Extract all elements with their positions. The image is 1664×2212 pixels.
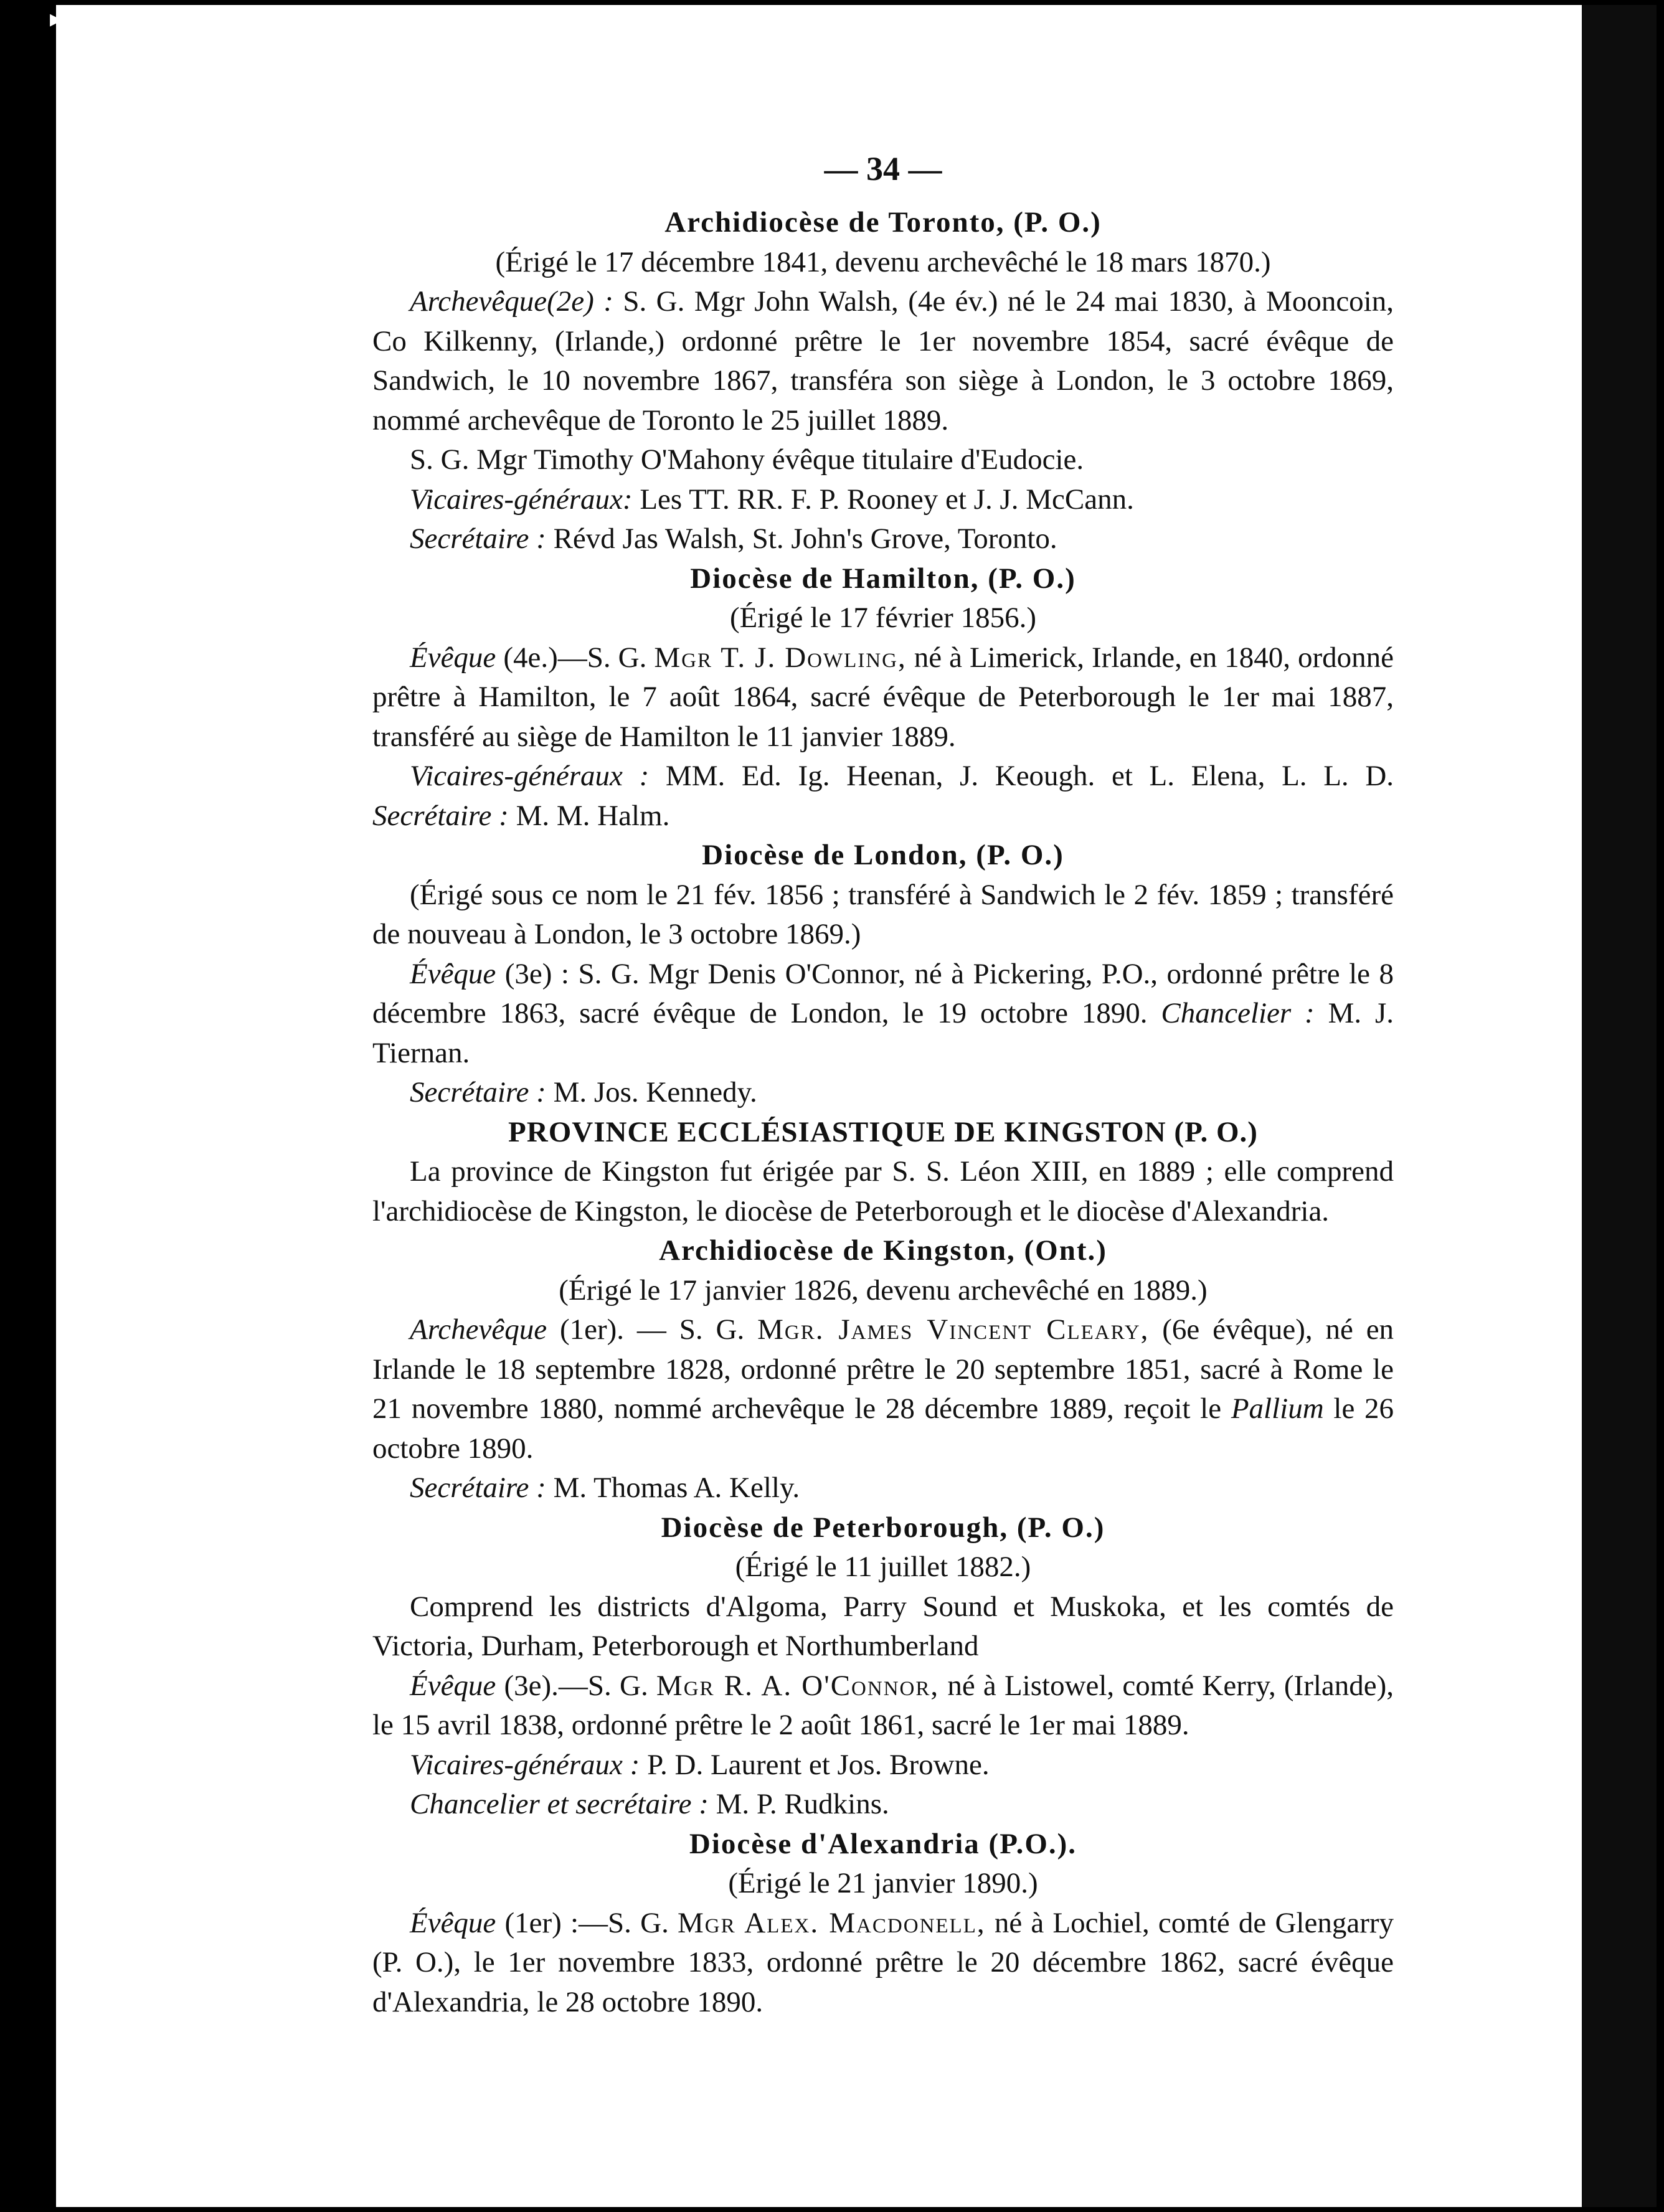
peterborough-eveque-name: Mgr R. A. O'Connor,	[656, 1669, 940, 1702]
peterborough-vicaires-label: Vicaires-généraux :	[410, 1748, 640, 1781]
kingston-archeveque	[372, 1310, 1394, 1468]
peterborough-eveque-text: né à Listowel, comté Kerry, (Irlande), le 15 avril 1838, ordonné prêtre le 2 août 1861, sacré le 1er mai 1889.	[372, 1669, 1394, 1741]
toronto-archeveque	[372, 282, 1394, 440]
london-chancelier-text: M. J. Tiernan.	[372, 997, 1394, 1069]
hamilton-vicaires	[372, 757, 1394, 836]
alexandria-erection: (Érigé le 21 janvier 1890.)	[728, 1867, 1038, 1899]
page-number: — 34 —	[824, 150, 942, 187]
kingston-archeveque-label: Archevêque	[410, 1313, 547, 1346]
kingston-secretaire	[372, 1468, 1394, 1508]
london-eveque-text: S. G. Mgr Denis O'Connor, né à Pickering, P.O., ordonné prêtre le 8 décembre 1863, sacré évêque de London, le 19 octobre 1890.	[372, 957, 1394, 1029]
alexandria-eveque-label: Évêque	[410, 1906, 496, 1939]
toronto-archeveque-label: Archevêque	[410, 285, 547, 318]
toronto-secretaire	[372, 519, 1394, 559]
scan-corner-mark: ▸	[50, 4, 63, 32]
kingston-archeveque-rank: (1er).	[559, 1313, 625, 1346]
peterborough-territoire: Comprend les districts d'Algoma, Parry Sound et Muskoka, et les comtés de Victoria, Durham, Peterborough et Northumberland	[372, 1590, 1394, 1662]
kingston-province-text: La province de Kingston fut érigée par S. S. Léon XIII, en 1889 ; elle comprend l'archidiocèse de Kingston, le diocèse de Peterborough et le diocèse d'Alexandria.	[372, 1155, 1394, 1227]
kingston-archeveque-name: Mgr. James Vincent Cleary,	[757, 1313, 1150, 1346]
hamilton-heading: Diocèse de Hamilton, (P. O.)	[690, 562, 1076, 595]
text-column	[372, 135, 1394, 2022]
peterborough-eveque-rank: (3e).	[504, 1669, 559, 1702]
kingston-erection: (Érigé le 17 janvier 1826, devenu archevêché en 1889.)	[559, 1274, 1208, 1307]
toronto-vicaires-label: Vicaires-généraux:	[410, 483, 633, 516]
alexandria-eveque-name: Mgr Alex. Macdonell,	[678, 1906, 986, 1939]
toronto-heading: Archidiocèse de Toronto, (P. O.)	[664, 206, 1102, 239]
london-erection: (Érigé sous ce nom le 21 fév. 1856 ; transféré à Sandwich le 2 fév. 1859 ; transféré de nouveau à London, le 3 octobre 1869.)	[372, 878, 1394, 950]
peterborough-chancelier-text: M. P. Rudkins.	[716, 1788, 889, 1820]
peterborough-eveque-label: Évêque	[410, 1669, 496, 1702]
scanned-page	[56, 5, 1557, 2207]
hamilton-secretaire-text: M. M. Halm.	[516, 799, 670, 832]
facing-page-edge	[1582, 5, 1657, 2207]
hamilton-vicaires-label: Vicaires-généraux :	[410, 760, 650, 792]
london-secretaire-label: Secrétaire :	[410, 1076, 546, 1108]
kingston-secretaire-label: Secrétaire :	[410, 1472, 546, 1504]
peterborough-erection: (Érigé le 11 juillet 1882.)	[735, 1551, 1031, 1583]
peterborough-vicaires-text: P. D. Laurent et Jos. Browne.	[647, 1748, 990, 1781]
london-secretaire-text: M. Jos. Kennedy.	[553, 1076, 757, 1108]
alexandria-eveque	[372, 1904, 1394, 2023]
hamilton-secretaire-label: Secrétaire :	[372, 799, 509, 832]
kingston-archeveque-pre: — S. G.	[636, 1313, 745, 1346]
kingston-archeveque-text: (6e évêque), né en Irlande le 18 septembre 1828, ordonné prêtre le 20 septembre 1851, sacré à Rome le 21 novembre 1880, nommé archevêque le 28 décembre 1889, reçoit le	[372, 1313, 1394, 1425]
kingston-pallium: Pallium	[1231, 1392, 1324, 1425]
kingston-secretaire-text: M. Thomas A. Kelly.	[553, 1472, 800, 1504]
toronto-vicaires-text: Les TT. RR. F. P. Rooney et J. J. McCann.	[640, 483, 1134, 516]
london-heading: Diocèse de London, (P. O.)	[702, 839, 1064, 871]
alexandria-eveque-pre: —S. G.	[579, 1906, 669, 1939]
london-chancelier-label: Chancelier :	[1161, 997, 1315, 1029]
london-secretaire	[372, 1073, 1394, 1113]
kingston-archeveque-text-end: le 26 octobre 1890.	[372, 1392, 1394, 1465]
peterborough-chancelier	[372, 1785, 1394, 1825]
peterborough-heading: Diocèse de Peterborough, (P. O.)	[661, 1511, 1105, 1544]
hamilton-eveque-pre: —S. G.	[557, 641, 647, 674]
peterborough-chancelier-label: Chancelier et secrétaire :	[410, 1788, 709, 1820]
toronto-auxiliaire: S. G. Mgr Timothy O'Mahony évêque titulaire d'Eudocie.	[410, 443, 1084, 476]
peterborough-eveque-pre: —S. G.	[558, 1669, 648, 1702]
toronto-vicaires	[372, 480, 1394, 520]
toronto-archeveque-text: S. G. Mgr John Walsh, (4e év.) né le 24 mai 1830, à Mooncoin, Co Kilkenny, (Irlande,) ordonné prêtre le 1er novembre 1854, sacré évêque de Sandwich, le 10 novembre 1867, transféra son siège à London, le 3 octobre 1869, nommé archevêque de Toronto le 25 juillet 1889.	[372, 285, 1394, 437]
toronto-secretaire-label: Secrétaire :	[410, 522, 546, 555]
hamilton-eveque-label: Évêque	[410, 641, 496, 674]
peterborough-eveque	[372, 1666, 1394, 1746]
toronto-secretaire-text: Révd Jas Walsh, St. John's Grove, Toronto.	[553, 522, 1057, 555]
alexandria-heading: Diocèse d'Alexandria (P.O.).	[689, 1827, 1077, 1860]
hamilton-erection: (Érigé le 17 février 1856.)	[730, 602, 1036, 634]
hamilton-vicaires-text: MM. Ed. Ig. Heenan, J. Keough. et L. Elena, L. L. D.	[665, 760, 1394, 792]
london-eveque	[372, 955, 1394, 1074]
peterborough-vicaires	[372, 1746, 1394, 1785]
hamilton-eveque	[372, 638, 1394, 757]
alexandria-eveque-text: né à Lochiel, comté de Glengarry (P. O.), le 1er novembre 1833, ordonné prêtre le 20 décembre 1862, sacré évêque d'Alexandria, le 28 octobre 1890.	[372, 1906, 1394, 2018]
hamilton-eveque-rank: (4e.)	[503, 641, 558, 674]
alexandria-eveque-rank: (1er) :	[504, 1906, 579, 1939]
kingston-heading: Archidiocèse de Kingston, (Ont.)	[659, 1234, 1107, 1267]
toronto-archeveque-rank: (2e) :	[547, 285, 613, 318]
toronto-erection: (Érigé le 17 décembre 1841, devenu archevêché le 18 mars 1870.)	[495, 245, 1271, 278]
hamilton-eveque-text: né à Limerick, Irlande, en 1840, ordonné prêtre à Hamilton, le 7 août 1864, sacré évêque de Peterborough le 1er mai 1887, transféré au siège de Hamilton le 11 janvier 1889.	[372, 641, 1394, 753]
london-eveque-rank: (3e) :	[504, 957, 569, 990]
london-eveque-label: Évêque	[410, 957, 496, 990]
hamilton-eveque-name: Mgr T. J. Dowling,	[654, 641, 907, 674]
kingston-province-heading: PROVINCE ECCLÉSIASTIQUE DE KINGSTON (P. O.)	[508, 1115, 1258, 1148]
page-gutter	[1557, 5, 1582, 2207]
